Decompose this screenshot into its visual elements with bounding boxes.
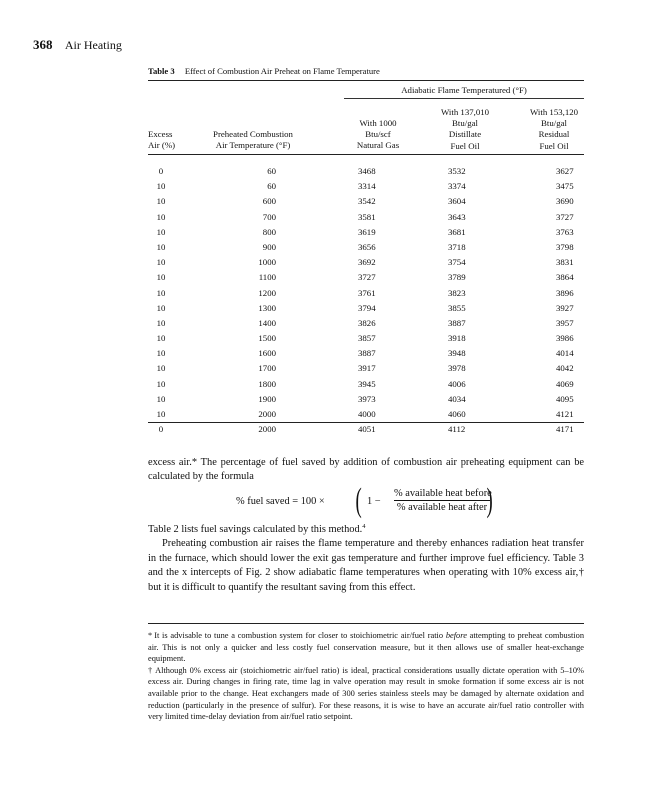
table-row	[148, 286, 584, 301]
table-row	[148, 225, 584, 240]
cell-distillate: 3643	[448, 211, 466, 222]
cell-excess-air: 10	[156, 287, 166, 298]
table-row	[148, 179, 584, 194]
cell-residual: 4095	[556, 393, 574, 404]
cell-residual: 3864	[556, 272, 574, 283]
cell-distillate: 3681	[448, 226, 466, 237]
cell-natural-gas: 3857	[358, 333, 376, 344]
header-natural-gas: With 1000 Btu/scf Natural Gas	[356, 118, 400, 151]
cell-preheat-temp: 1800	[258, 378, 276, 389]
cell-distillate: 3887	[448, 317, 466, 328]
table-row	[148, 346, 584, 361]
cell-natural-gas: 3542	[358, 196, 376, 207]
cell-natural-gas: 3973	[358, 393, 376, 404]
table-row	[148, 422, 584, 437]
table-row	[148, 331, 584, 346]
cell-residual: 4042	[556, 363, 574, 374]
cell-preheat-temp: 2000	[258, 409, 276, 419]
cell-excess-air: 10	[156, 348, 166, 359]
cell-residual: 3690	[556, 196, 574, 207]
cell-distillate: 3855	[448, 302, 466, 313]
cell-distillate: 3718	[448, 241, 466, 252]
cell-residual: 3475	[556, 181, 574, 192]
cell-natural-gas: 4051	[358, 424, 376, 435]
cell-preheat-temp: 1900	[258, 393, 276, 404]
table-row	[148, 194, 584, 209]
table-row	[148, 301, 584, 316]
cell-natural-gas: 3794	[358, 302, 376, 313]
formula-fraction	[394, 487, 490, 514]
cell-natural-gas: 3826	[358, 317, 376, 328]
cell-residual: 3896	[556, 287, 574, 298]
cell-preheat-temp: 60	[267, 181, 276, 192]
cell-distillate: 3918	[448, 333, 466, 344]
cell-natural-gas: 3314	[358, 181, 376, 192]
table-top-rule	[148, 80, 584, 81]
cell-preheat-temp: 1600	[258, 348, 276, 359]
cell-distillate: 3823	[448, 287, 466, 298]
paragraph-text: excess air.* The percentage of fuel saved by addition of combustion air preheating equipment can be calculated by the formula	[148, 457, 584, 483]
cell-distillate: 4034	[448, 393, 466, 404]
cell-excess-air: 10	[156, 226, 166, 237]
table-row	[148, 392, 584, 407]
footnote-rule	[148, 623, 584, 624]
cell-excess-air: 0	[158, 166, 164, 176]
running-head	[33, 37, 122, 53]
cell-excess-air: 10	[156, 393, 166, 404]
cell-preheat-temp: 1400	[258, 317, 276, 328]
cell-residual: 4014	[556, 348, 574, 359]
cell-preheat-temp: 1500	[258, 333, 276, 344]
formula-numerator: % available heat before	[394, 488, 492, 499]
cell-excess-air: 10	[156, 257, 166, 268]
table-body	[148, 164, 584, 437]
cell-excess-air: 10	[156, 302, 166, 313]
table-row	[148, 377, 584, 392]
cell-distillate: 3374	[448, 181, 466, 192]
cell-excess-air: 10	[156, 196, 166, 207]
cell-natural-gas: 3581	[358, 211, 376, 222]
cell-preheat-temp: 1000	[258, 257, 276, 268]
footnote-1: * It is advisable to tune a combustion system for closer to stoichiometric air/fuel ratio before attempting to preheat combustion air. This is not only a quicker and less costly fuel conservation measure, but it then allows use of smaller heat-exchange equipment.	[148, 631, 585, 664]
cell-excess-air: 10	[156, 317, 166, 328]
cell-excess-air: 0	[158, 424, 164, 435]
header-bottom-rule	[148, 154, 584, 155]
cell-natural-gas: 3917	[358, 363, 376, 374]
cell-residual: 3798	[556, 241, 574, 252]
cell-residual: 3831	[556, 257, 574, 268]
cell-residual: 3763	[556, 226, 574, 237]
spanner-rule	[344, 98, 584, 99]
cell-distillate: 3532	[448, 166, 466, 176]
cell-residual: 3957	[556, 317, 574, 328]
cell-preheat-temp: 60	[267, 166, 276, 176]
cell-preheat-temp: 1100	[258, 272, 276, 283]
cell-preheat-temp: 800	[262, 226, 276, 237]
cell-distillate: 3948	[448, 348, 466, 359]
cell-natural-gas: 3619	[358, 226, 376, 237]
formula-open-paren: (	[355, 482, 362, 519]
cell-excess-air: 10	[156, 211, 166, 222]
body-paragraph-2	[148, 523, 584, 595]
table-row	[148, 407, 584, 422]
cell-excess-air: 10	[156, 378, 166, 389]
cell-excess-air: 10	[156, 181, 166, 192]
table-row	[148, 210, 584, 225]
cell-distillate: 3789	[448, 272, 466, 283]
table-bottom-rule	[148, 422, 584, 423]
reference-superscript: 4	[362, 523, 366, 530]
cell-excess-air: 10	[156, 241, 166, 252]
formula-denominator: % available heat after	[396, 502, 488, 513]
cell-natural-gas: 3727	[358, 272, 376, 283]
table-row	[148, 164, 584, 179]
formula-lhs: % fuel saved = 100 ×	[236, 496, 325, 507]
header-preheat-temperature: Preheated Combustion Air Temperature (°F)	[213, 129, 293, 151]
table-spanner-heading: Adiabatic Flame Temperatured (°F)	[401, 85, 527, 95]
table-caption	[148, 66, 380, 76]
table-row	[148, 361, 584, 376]
cell-residual: 3727	[556, 211, 574, 222]
cell-natural-gas: 3761	[358, 287, 376, 298]
header-excess-air: Excess Air (%)	[148, 129, 176, 151]
cell-excess-air: 10	[156, 272, 166, 283]
table-row	[148, 270, 584, 285]
cell-natural-gas: 4000	[358, 409, 376, 419]
cell-natural-gas: 3945	[358, 378, 376, 389]
paragraph-text: Table 2 lists fuel savings calculated by this method.$^4$	[148, 523, 366, 535]
cell-excess-air: 10	[156, 363, 166, 374]
cell-natural-gas: 3468	[358, 166, 376, 176]
header-distillate-fuel-oil: With 137,010 Btu/gal Distillate Fuel Oil	[440, 107, 490, 151]
cell-residual: 4069	[556, 378, 574, 389]
cell-distillate: 4006	[448, 378, 466, 389]
table-row	[148, 316, 584, 331]
cell-distillate: 3604	[448, 196, 466, 207]
footnote-2: † Although 0% excess air (stoichiometric air/fuel ratio) is ideal, practical considerations usually dictate operation with 5–10% excess air. During changes in firing rate, time lag in valve operation may result in smoke formation if some excess air is not available prior to the change. Heat exchangers made of 300 series stainless steels may be damaged by alternate oxidation and reduction (particularly in the presence of sulfur). For these reasons, it is wise to have an accurate air/fuel ratio controller with very limited time-delay deviation from air/fuel ratio setpoint.	[148, 665, 584, 722]
cell-distillate: 4060	[448, 409, 466, 419]
cell-distillate: 3978	[448, 363, 466, 374]
table-caption-text: Effect of Combustion Air Preheat on Flame Temperature	[184, 66, 380, 76]
footnotes	[148, 630, 584, 723]
cell-preheat-temp: 1200	[258, 287, 276, 298]
cell-preheat-temp: 900	[262, 241, 276, 252]
cell-residual: 4171	[556, 424, 574, 435]
cell-residual: 3627	[556, 166, 574, 176]
page-number: 368	[33, 37, 53, 52]
body-paragraph-1	[148, 456, 584, 485]
cell-natural-gas: 3887	[358, 348, 376, 359]
cell-preheat-temp: 2000	[258, 424, 276, 435]
cell-residual: 3986	[556, 333, 574, 344]
cell-residual: 4121	[556, 409, 574, 419]
cell-preheat-temp: 1700	[258, 363, 276, 374]
cell-distillate: 4112	[448, 424, 466, 435]
table-label: Table 3	[148, 66, 175, 76]
cell-preheat-temp: 600	[262, 196, 276, 207]
cell-residual: 3927	[556, 302, 574, 313]
formula-close-paren: )	[486, 482, 493, 519]
cell-preheat-temp: 700	[262, 211, 276, 222]
cell-natural-gas: 3656	[358, 241, 376, 252]
cell-distillate: 3754	[448, 257, 466, 268]
cell-preheat-temp: 1300	[258, 302, 276, 313]
cell-excess-air: 10	[156, 409, 166, 419]
formula-one-minus: 1 −	[367, 496, 381, 507]
cell-excess-air: 10	[156, 333, 166, 344]
paragraph-text: Preheating combustion air raises the flame temperature and thereby enhances radiation heat transfer in the furnace, which should lower the exit gas temperature and further improve fuel efficiency. Table 3 and the x intercepts of Fig. 2 show adiabatic flame temperatures when operating with 10% excess air,† but it is difficult to quantify the resultant saving from this effect.	[148, 538, 584, 593]
header-residual-fuel-oil: With 153,120 Btu/gal Residual Fuel Oil	[529, 107, 579, 151]
table-row	[148, 240, 584, 255]
section-title: Air Heating	[64, 38, 122, 52]
table-row	[148, 255, 584, 270]
cell-natural-gas: 3692	[358, 257, 376, 268]
